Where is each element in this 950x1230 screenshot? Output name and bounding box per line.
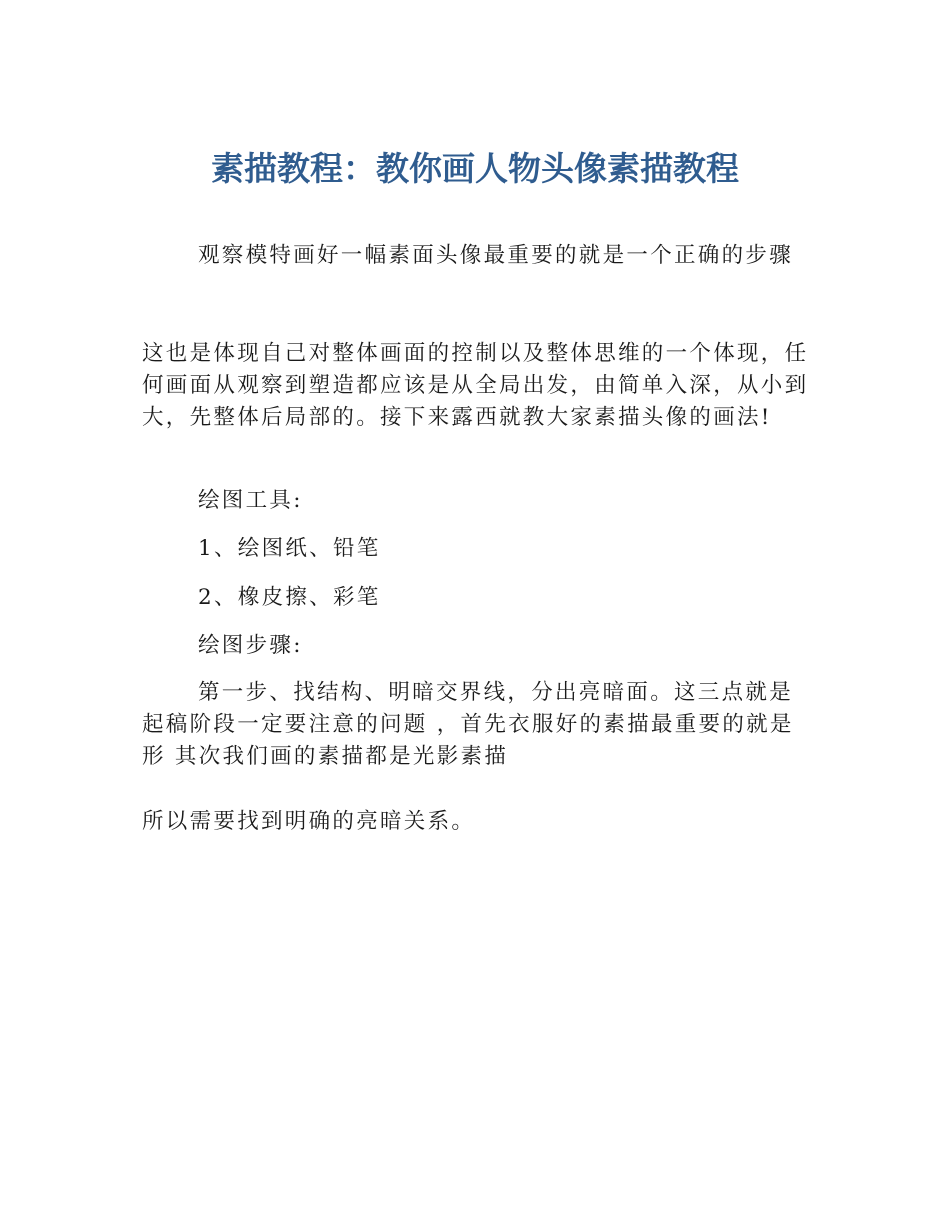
steps-heading: 绘图步骤: xyxy=(198,633,303,658)
paragraph-intro: 观察模特画好一幅素面头像最重要的就是一个正确的步骤 xyxy=(198,243,794,268)
document-title: 素描教程：教你画人物头像素描教程 xyxy=(211,149,739,188)
paragraph-closing: 所以需要找到明确的亮暗关系。 xyxy=(142,809,476,834)
step-item-1: 第一步、找结构、明暗交界线，分出亮暗面。这三点就是起稿阶段一定要注意的问题 ，首先衣服好的素描最重要的就是形 其次我们画的素描都是光影素描 xyxy=(142,680,794,769)
tool-item-2: 2、橡皮擦、彩笔 xyxy=(198,585,381,610)
paragraph-overview: 这也是体现自己对整体画面的控制以及整体思维的一个体现，任何画面从观察到塑造都应该是从全局出发，由简单入深，从小到大，先整体后局部的。接下来露西就教大家素描头像的画法! xyxy=(142,341,809,430)
tool-item-1: 1、绘图纸、铅笔 xyxy=(198,536,381,561)
tools-heading: 绘图工具: xyxy=(198,488,303,513)
